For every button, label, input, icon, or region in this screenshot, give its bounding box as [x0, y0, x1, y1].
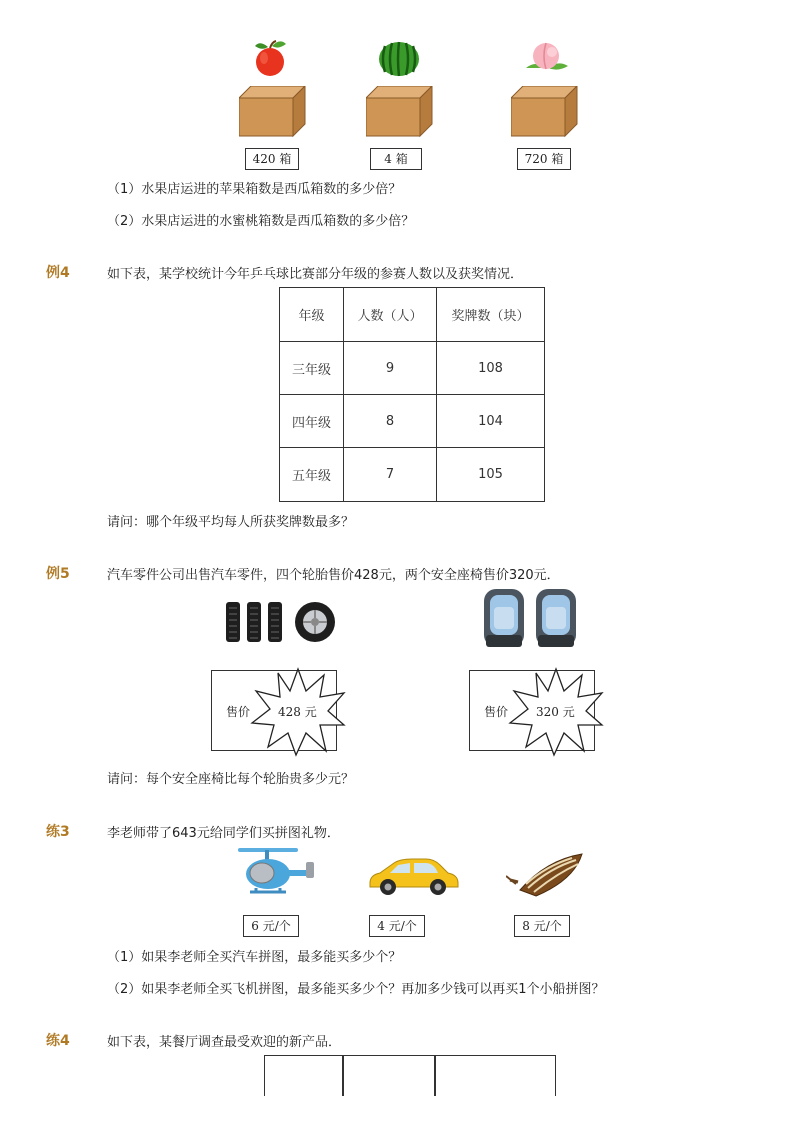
- table-header-cell: 人数（人）: [344, 288, 437, 342]
- car-seats-icon: [480, 585, 580, 651]
- practice-3-question-2: （2）如果李老师全买飞机拼图，最多能买多少个？再加多少钱可以再买1个小船拼图？: [107, 982, 605, 997]
- table-cell: 7: [344, 448, 437, 502]
- box-icon: [239, 86, 307, 138]
- product-table-partial: [264, 1055, 556, 1096]
- helicopter-icon: [236, 844, 320, 900]
- fruit-question-1: （1）水果店运进的苹果箱数是西瓜箱数的多少倍？: [107, 182, 402, 197]
- tire-price-label: 售价: [226, 705, 251, 719]
- car-price-label: 4 元/个: [369, 915, 425, 937]
- practice-4-tag: 练4: [46, 1033, 70, 1049]
- box-icon: [366, 86, 434, 138]
- watermelon-count-label: 4 箱: [370, 148, 422, 170]
- table-header-cell: 奖牌数（块）: [437, 288, 545, 342]
- table-cell: 105: [437, 448, 545, 502]
- tire-price-value: 428 元: [278, 705, 317, 719]
- box-icon: [511, 86, 579, 138]
- table-cell: 8: [344, 395, 437, 448]
- peach-icon: [522, 38, 570, 74]
- table-cell: 五年级: [280, 448, 344, 502]
- table-cell: 108: [437, 342, 545, 395]
- table-cell: 104: [437, 395, 545, 448]
- example-4-tag: 例4: [46, 265, 70, 281]
- example-5-intro: 汽车零件公司出售汽车零件，四个轮胎售价428元，两个安全座椅售价320元．: [107, 568, 560, 583]
- table-row: [280, 395, 545, 448]
- peach-count-label: 720 箱: [517, 148, 571, 170]
- practice-4-intro: 如下表，某餐厅调查最受欢迎的新产品．: [107, 1035, 342, 1050]
- boat-icon: [506, 850, 586, 900]
- table-row: [280, 342, 545, 395]
- table-cell: 9: [344, 342, 437, 395]
- tires-icon: [222, 598, 338, 646]
- practice-3-question-1: （1）如果李老师全买汽车拼图，最多能买多少个？: [107, 950, 402, 965]
- example-4-question: 请问：哪个年级平均每人所获奖牌数最多？: [107, 515, 355, 530]
- medal-table: [279, 287, 545, 502]
- practice-3-tag: 练3: [46, 824, 70, 840]
- table-row: [280, 448, 545, 502]
- seat-price-value: 320 元: [536, 705, 575, 719]
- apple-count-label: 420 箱: [245, 148, 299, 170]
- car-icon: [364, 853, 462, 899]
- table-cell: 四年级: [280, 395, 344, 448]
- apple-icon: [250, 38, 290, 78]
- watermelon-icon: [377, 40, 421, 78]
- practice-3-intro: 李老师带了643元给同学们买拼图礼物．: [107, 826, 340, 841]
- example-5-question: 请问：每个安全座椅比每个轮胎贵多少元？: [107, 772, 355, 787]
- seat-price-label: 售价: [484, 705, 509, 719]
- example-4-intro: 如下表，某学校统计今年乒乓球比赛部分年级的参赛人数以及获奖情况．: [107, 267, 524, 282]
- table-cell: 三年级: [280, 342, 344, 395]
- fruit-question-2: （2）水果店运进的水蜜桃箱数是西瓜箱数的多少倍？: [107, 214, 415, 229]
- table-header-cell: 年级: [280, 288, 344, 342]
- table-header-row: [280, 288, 545, 342]
- example-5-tag: 例5: [46, 566, 70, 582]
- boat-price-label: 8 元/个: [514, 915, 570, 937]
- helicopter-price-label: 6 元/个: [243, 915, 299, 937]
